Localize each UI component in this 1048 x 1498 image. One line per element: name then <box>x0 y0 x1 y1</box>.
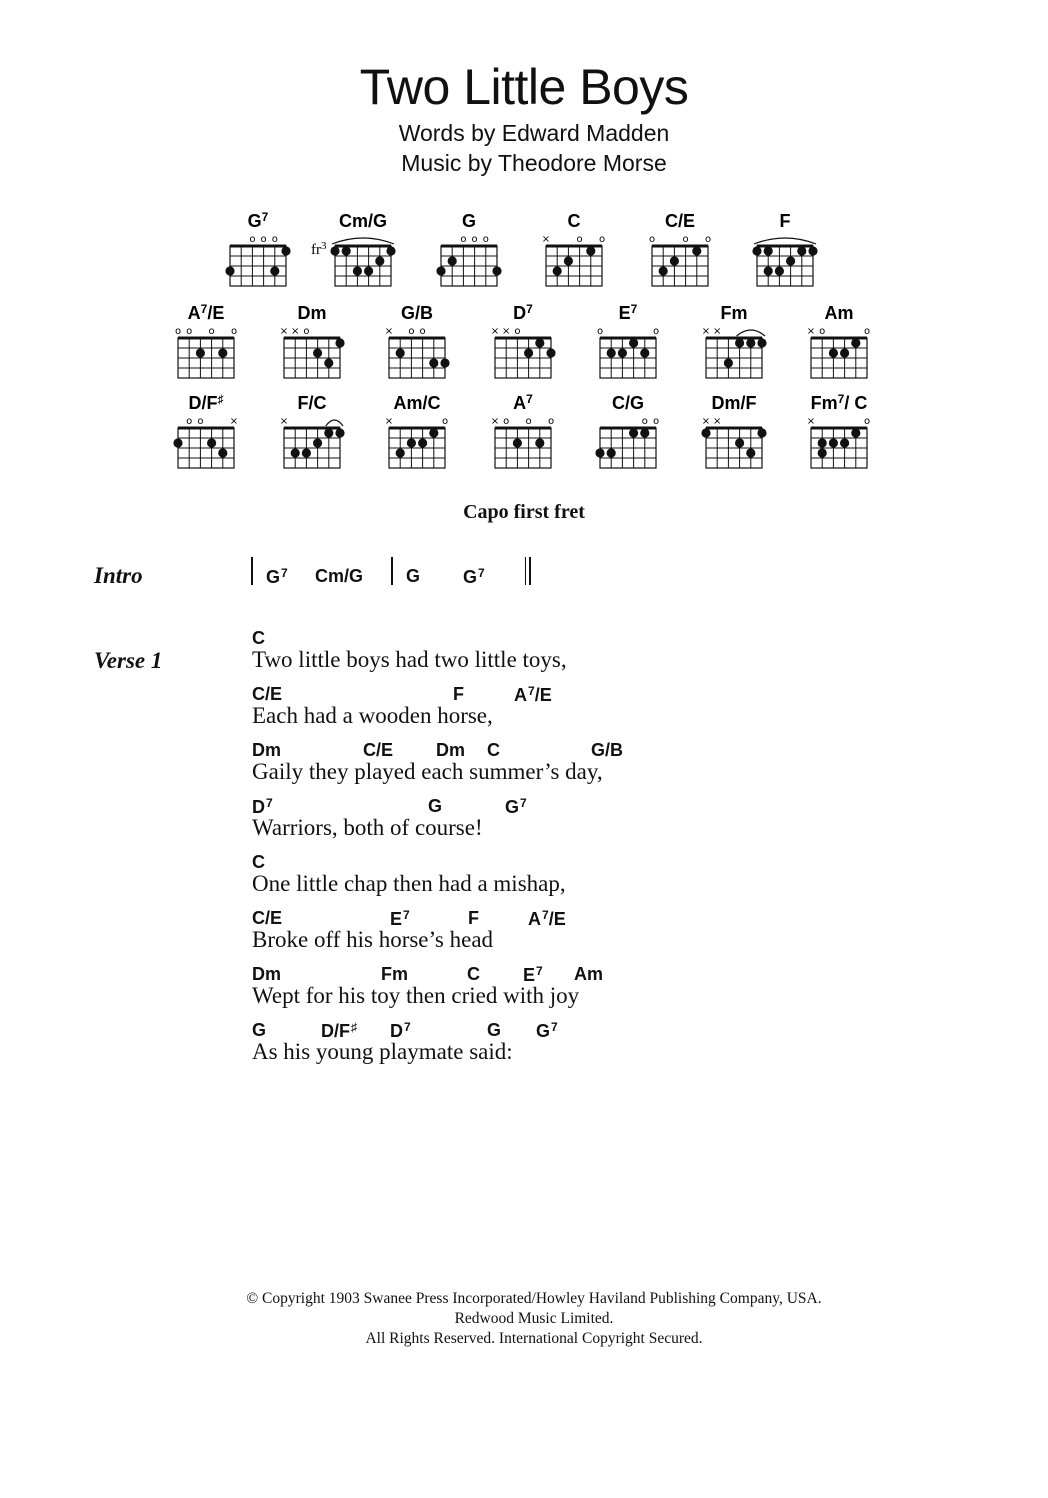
chord-diagram-name: Fm$^7$/ C <box>810 392 868 413</box>
chord-diagram <box>436 211 501 286</box>
verse1-label: Verse 1 <box>94 648 163 673</box>
finger-dot <box>808 246 817 255</box>
open-string-marker: o <box>197 416 204 427</box>
open-string-marker: o <box>525 416 532 427</box>
finger-dot <box>818 438 827 447</box>
finger-dot <box>448 256 457 265</box>
chord-diagram <box>649 211 711 286</box>
finger-dot <box>324 358 333 367</box>
finger-dot <box>829 438 838 447</box>
finger-dot <box>786 256 795 265</box>
finger-dot <box>429 358 438 367</box>
finger-dot <box>270 266 279 275</box>
verse-chord: $D^7$ <box>252 796 273 817</box>
open-string-marker: o <box>596 326 604 337</box>
finger-dot <box>670 256 679 265</box>
song-title: Two Little Boys <box>359 59 689 115</box>
verse-chord: Dm <box>252 964 282 984</box>
verse-chord: Fm <box>381 964 408 984</box>
finger-dot <box>313 438 322 447</box>
finger-dot <box>692 246 701 255</box>
finger-dot <box>607 348 616 357</box>
finger-dot <box>207 438 216 447</box>
lyric-line: Wept for his toy then cried with joy <box>252 983 580 1008</box>
finger-dot <box>535 438 544 447</box>
finger-dot <box>764 246 773 255</box>
finger-dot <box>429 428 438 437</box>
open-string-marker: o <box>576 234 583 245</box>
open-string-marker: o <box>419 326 426 337</box>
open-string-marker: o <box>863 416 871 427</box>
finger-dot <box>629 338 638 347</box>
chord-diagram-name: G <box>461 211 477 231</box>
finger-dot <box>629 428 638 437</box>
finger-dot <box>407 438 416 447</box>
lyric-line: Gaily they played each summer’s day, <box>252 759 603 784</box>
finger-dot <box>735 338 744 347</box>
open-string-marker: o <box>514 326 521 337</box>
finger-dot <box>418 438 427 447</box>
finger-dot <box>757 428 766 437</box>
chord-diagram-name: $A^7/E$ <box>187 302 225 323</box>
finger-dot <box>564 256 573 265</box>
finger-dot <box>524 348 533 357</box>
chord-diagram <box>491 392 554 468</box>
barline-end-thick <box>529 557 531 585</box>
open-string-marker: o <box>863 326 871 337</box>
finger-dot <box>546 348 555 357</box>
verse-chord: G <box>487 1020 502 1040</box>
finger-dot <box>746 448 755 457</box>
open-string-marker: o <box>186 416 193 427</box>
fret-position-label: $fr^3$ <box>311 240 327 258</box>
finger-dot <box>757 338 766 347</box>
chord-diagram-name: $G^7$ <box>247 210 269 231</box>
capo-instruction: Capo first fret <box>463 501 585 523</box>
verse-chord: $D^7$ <box>390 1020 411 1041</box>
muted-string-marker: × <box>279 326 289 337</box>
muted-string-marker: × <box>384 326 394 337</box>
finger-dot <box>225 266 234 275</box>
chord-diagram-name: D/F♯ <box>188 392 224 413</box>
open-string-marker: o <box>652 326 660 337</box>
open-string-marker: o <box>704 234 712 245</box>
chord-diagram-name: $D^7$ <box>513 302 533 323</box>
finger-dot <box>535 338 544 347</box>
copyright-line: © Copyright 1903 Swanee Press Incorporated/Howley Haviland Publishing Company, USA. <box>246 1290 822 1307</box>
chord-diagram-name: C/G <box>611 393 645 413</box>
chord-diagram <box>807 392 870 468</box>
finger-dot <box>840 438 849 447</box>
verse-chord: Dm <box>436 740 466 760</box>
finger-dot <box>302 448 311 457</box>
finger-dot <box>324 428 333 437</box>
copyright-line: Redwood Music Limited. <box>454 1310 614 1327</box>
open-string-marker: o <box>819 326 826 337</box>
open-string-marker: o <box>186 326 193 337</box>
finger-dot <box>607 448 616 457</box>
finger-dot <box>218 448 227 457</box>
chord-diagram-name: Am/C <box>393 393 441 413</box>
muted-string-marker: × <box>490 416 500 427</box>
chord-diagram <box>701 393 766 468</box>
lyric-line: Broke off his horse’s head <box>252 927 494 952</box>
lyric-line: Warriors, both of course! <box>252 815 483 840</box>
verse-chord: $G^7$ <box>536 1020 558 1041</box>
chord-diagram <box>225 210 290 286</box>
finger-dot <box>335 428 344 437</box>
chord-diagram-name: Fm <box>720 303 748 323</box>
muted-string-marker: × <box>806 416 816 427</box>
finger-dot <box>840 348 849 357</box>
finger-dot <box>586 246 595 255</box>
finger-dot <box>640 428 649 437</box>
lyric-line: Each had a wooden horse, <box>252 703 493 728</box>
finger-dot <box>513 438 522 447</box>
verse-chord: F <box>468 908 479 928</box>
verse-chord: G/B <box>591 740 624 760</box>
verse-chord: C <box>252 852 265 872</box>
barre-arc <box>737 330 765 336</box>
chord-diagram <box>702 303 767 378</box>
finger-dot <box>851 428 860 437</box>
finger-dot <box>618 348 627 357</box>
chord-diagram <box>385 393 448 468</box>
open-string-marker: o <box>547 416 555 427</box>
finger-dot <box>375 256 384 265</box>
verse-chord: C <box>252 628 265 648</box>
verse-chord: $A^7/E$ <box>514 684 552 705</box>
finger-dot <box>829 348 838 357</box>
finger-dot <box>775 266 784 275</box>
muted-string-marker: × <box>291 326 300 337</box>
finger-dot <box>746 338 755 347</box>
open-string-marker: o <box>652 416 660 427</box>
barre-arc <box>332 238 394 244</box>
chord-diagram-name: F <box>779 211 791 231</box>
chord-diagram <box>385 303 450 378</box>
open-string-marker: o <box>598 234 606 245</box>
copyright-line: All Rights Reserved. International Copyright Secured. <box>365 1330 703 1347</box>
finger-dot <box>724 358 733 367</box>
finger-dot <box>173 438 182 447</box>
finger-dot <box>342 246 351 255</box>
chord-diagram-name: G/B <box>400 303 434 323</box>
chord-diagram <box>752 211 817 286</box>
open-string-marker: o <box>471 234 478 245</box>
open-string-marker: o <box>441 416 449 427</box>
verse-chord: Am <box>574 964 604 984</box>
verse-chord: C/E <box>252 908 283 928</box>
verse-chord: F <box>453 684 464 704</box>
chord-diagram <box>807 303 870 378</box>
intro-label: Intro <box>94 563 143 588</box>
open-string-marker: o <box>271 234 278 245</box>
muted-string-marker: × <box>713 416 722 427</box>
open-string-marker: o <box>482 234 489 245</box>
lyric-line: One little chap then had a mishap, <box>252 871 566 896</box>
words-credit: Words by Edward Madden <box>398 120 670 146</box>
open-string-marker: o <box>648 234 656 245</box>
chord-diagram <box>311 211 396 286</box>
verse-chord: C/E <box>252 684 283 704</box>
finger-dot <box>701 428 710 437</box>
verse-chord: G <box>252 1020 267 1040</box>
verse-chord: $G^7$ <box>505 796 527 817</box>
barline-end-thin <box>525 557 526 585</box>
muted-string-marker: × <box>806 326 816 337</box>
finger-dot <box>752 246 761 255</box>
verse-chord: D/F♯ <box>321 1020 357 1041</box>
chord-diagram <box>491 302 556 378</box>
chord-diagram-name: Cm/G <box>338 211 388 231</box>
chord-diagram <box>597 302 659 378</box>
finger-dot <box>353 266 362 275</box>
finger-dot <box>595 448 604 457</box>
muted-string-marker: × <box>701 326 711 337</box>
finger-dot <box>553 266 562 275</box>
finger-dot <box>386 246 395 255</box>
finger-dot <box>313 348 322 357</box>
chord-diagram <box>173 392 238 468</box>
finger-dot <box>640 348 649 357</box>
finger-dot <box>851 338 860 347</box>
open-string-marker: o <box>230 326 238 337</box>
chord-diagram <box>542 211 605 286</box>
finger-dot <box>396 348 405 357</box>
chord-diagram-name: Dm/F <box>711 393 757 413</box>
intro-chord: G <box>406 566 421 586</box>
verse-chord: C <box>487 740 500 760</box>
muted-string-marker: × <box>713 326 722 337</box>
verse-chord: $A^7/E$ <box>528 908 566 929</box>
open-string-marker: o <box>303 326 310 337</box>
chord-diagram <box>595 393 659 468</box>
finger-dot <box>436 266 445 275</box>
chord-diagram-name: Am <box>824 303 854 323</box>
verse-chord: C/E <box>363 740 394 760</box>
muted-string-marker: × <box>490 326 500 337</box>
intro-chord: Cm/G <box>315 566 364 586</box>
verse-chord: $E^7$ <box>523 964 543 985</box>
open-string-marker: o <box>249 234 256 245</box>
verse-chord: Dm <box>252 740 282 760</box>
open-string-marker: o <box>174 326 182 337</box>
lyric-line: Two little boys had two little toys, <box>252 647 567 672</box>
finger-dot <box>335 338 344 347</box>
chord-diagram-name: C/E <box>664 211 696 231</box>
chord-diagram-name: C <box>567 211 581 231</box>
finger-dot <box>764 266 773 275</box>
finger-dot <box>818 448 827 457</box>
finger-dot <box>218 348 227 357</box>
chord-diagram-name: F/C <box>297 393 327 413</box>
finger-dot <box>735 438 744 447</box>
finger-dot <box>364 266 373 275</box>
intro-chord: $G^7$ <box>266 566 288 587</box>
muted-string-marker: × <box>502 326 511 337</box>
open-string-marker: o <box>260 234 267 245</box>
muted-string-marker: × <box>541 234 551 245</box>
open-string-marker: o <box>408 326 415 337</box>
open-string-marker: o <box>460 234 467 245</box>
finger-dot <box>330 246 339 255</box>
muted-string-marker: × <box>384 416 394 427</box>
chord-diagram-name: Dm <box>297 303 327 323</box>
finger-dot <box>492 266 501 275</box>
music-credit: Music by Theodore Morse <box>401 150 667 176</box>
finger-dot <box>797 246 806 255</box>
open-string-marker: o <box>682 234 689 245</box>
barline-middle <box>391 557 393 585</box>
muted-string-marker: × <box>229 416 239 427</box>
chord-diagram <box>280 393 345 468</box>
finger-dot <box>396 448 405 457</box>
intro-chord: $G^7$ <box>463 566 485 587</box>
verse-chord: C <box>467 964 480 984</box>
finger-dot <box>291 448 300 457</box>
open-string-marker: o <box>208 326 215 337</box>
muted-string-marker: × <box>701 416 711 427</box>
verse-chord: G <box>428 796 443 816</box>
lyric-line: As his young playmate said: <box>252 1039 513 1064</box>
finger-dot <box>440 358 449 367</box>
finger-dot <box>659 266 668 275</box>
barre-arc <box>754 238 816 244</box>
chord-diagram <box>280 303 345 378</box>
verse-chord: $E^7$ <box>390 908 410 929</box>
chord-diagram <box>175 302 237 378</box>
chord-diagram-grid <box>0 0 1048 500</box>
muted-string-marker: × <box>279 416 289 427</box>
barre-arc <box>326 420 343 426</box>
barline-start <box>251 557 253 585</box>
chord-diagram-name: $A^7$ <box>513 392 533 413</box>
open-string-marker: o <box>503 416 510 427</box>
chord-diagram-name: $E^7$ <box>618 302 638 323</box>
finger-dot <box>196 348 205 357</box>
finger-dot <box>281 246 290 255</box>
open-string-marker: o <box>641 416 648 427</box>
